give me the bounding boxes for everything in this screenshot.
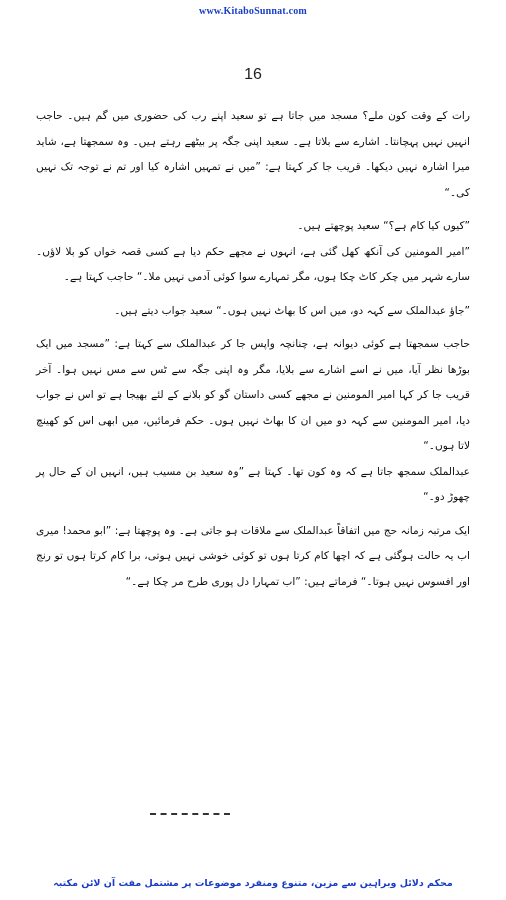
paragraph-2: ”کیوں کیا کام ہے؟“ سعید پوچھتے ہیں۔ [297,220,470,232]
site-header-link[interactable]: www.KitaboSunnat.com [199,6,307,17]
paragraph-5: حاجب سمجھتا ہے کوئی دیوانہ ہے، چنانچہ واپس جا کر عبدالملک سے کہتا ہے: ”مسجد میں ایک بوڑھا نظر آیا، میں نے اسے اشارے سے بلایا، مگر وہ اپنی جگہ سے ٹس سے مس نہیں ہوا۔ آخر قریب جا کر کہا امیر المومنین نے مجھے کسی داستان گو کو بلانے کے لئے بھیجا ہے تو اس نے جواب دیا، امیر المومنین سے کہہ دو میں ان کا بھاٹ نہیں ہوں۔ حکم فرمائیں، میں ابھی اس کو کھینچ لاتا ہوں۔“ [36,338,470,452]
page-number: 16 [244,66,262,83]
paragraph-1: رات کے وقت کون ملے؟ مسجد میں جاتا ہے تو سعید اپنے رب کی حضوری میں گم ہیں۔ حاجب انہیں نہیں پہچانتا۔ اشارے سے بلاتا ہے۔ سعید اپنی جگہ پر بیٹھے رہتے ہیں۔ وہ سمجھتا ہے، شاید میرا اشارہ نہیں دیکھا۔ قریب جا کر کہتا ہے: ”میں نے تمہیں اشارہ کیا اور تم نے توجہ تک نہیں کی۔“ [36,110,470,199]
paragraph-4: ”جاؤ عبدالملک سے کہہ دو، میں اس کا بھاٹ نہیں ہوں۔“ سعید جواب دیتے ہیں۔ [114,304,470,317]
page-body [36,104,470,603]
section-divider [150,813,230,815]
footer-tagline: محکم دلائل وبراہین سے مزین، متنوع ومنفرد موضوعات پر مشتمل مفت آن لائن مکتبہ [53,878,453,889]
paragraph-6: عبدالملک سمجھ جاتا ہے کہ وہ کون تھا۔ کہتا ہے ”وہ سعید بن مسیب ہیں، انہیں ان کے حال پر چھوڑ دو۔“ [36,465,470,503]
paragraph-7: ایک مرتبہ زمانہ حج میں اتفاقاً عبدالملک سے ملاقات ہو جاتی ہے۔ وہ پوچھتا ہے: ”ابو محمد! میری اب یہ حالت ہوگئی ہے کہ اچھا کام کرتا ہوں تو کوئی خوشی نہیں ہوتی، برا کام کرتا ہوں تو رنج اور افسوس نہیں ہوتا۔“ فرماتے ہیں: ”اب تمہارا دل پوری طرح مر چکا ہے۔“ [36,524,470,588]
paragraph-3: ”امیر المومنین کی آنکھ کھل گئی ہے، انہوں نے مجھے حکم دیا ہے کسی قصہ خواں کو بلا لاؤں۔ سارے شہر میں چکر کاٹ چکا ہوں، مگر تمہارے سوا کوئی آدمی نہیں ملا۔“ حاجب کہتا ہے۔ [36,245,470,283]
